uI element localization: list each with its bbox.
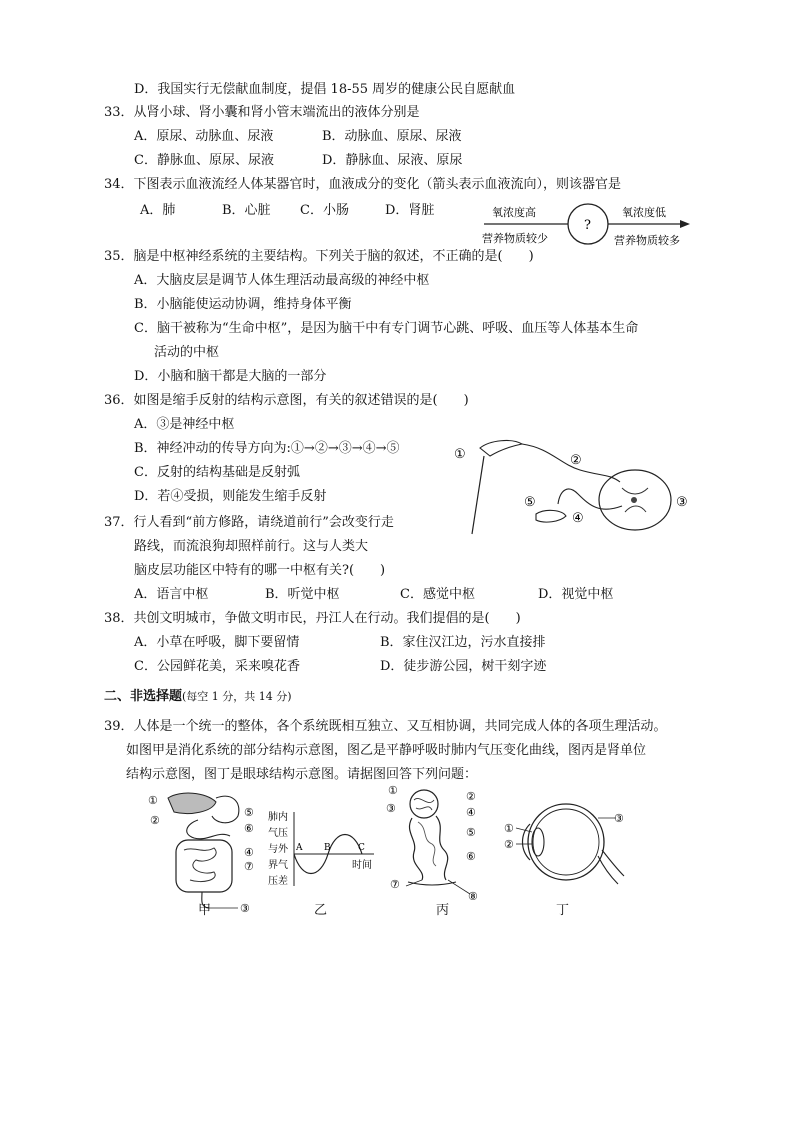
q34-option-d: D．肾脏 (385, 203, 435, 218)
q34-option-a: A．肺 (140, 203, 176, 218)
q33-stem: 33．从肾小球、肾小囊和肾小管末端流出的液体分别是 (104, 105, 420, 120)
fig-yi-point-c: C (358, 843, 365, 853)
fig-jia-label-6: ⑥ (244, 822, 254, 835)
q37-stem-line3: 脑皮层功能区中特有的哪一中枢有关?( ) (134, 563, 386, 578)
q38-option-a: A．小草在呼吸，脚下要留情 (134, 635, 300, 650)
fig-bing-label-1: ① (388, 784, 398, 797)
q35-option-c-line2: 活动的中枢 (154, 345, 220, 360)
fig-jia-label-4: ④ (244, 846, 254, 859)
fig-yi-pressure-curve (262, 806, 382, 896)
q35-option-b: B．小脑能使运动协调，维持身体平衡 (134, 297, 352, 312)
q37-option-d: D．视觉中枢 (538, 587, 614, 602)
q34-fig-right-bottom: 营养物质较多 (614, 234, 680, 247)
section2-note: (每空 1 分，共 14 分) (182, 690, 292, 703)
fig-yi-ylabel-1: 肺内 (268, 812, 288, 823)
fig-bing-label-7: ⑦ (390, 878, 400, 891)
q33-option-c: C．静脉血、原尿、尿液 (134, 153, 274, 168)
q34-fig-right-top: 氧浓度低 (622, 206, 666, 219)
q34-fig-left-top: 氧浓度高 (492, 206, 536, 219)
section2-heading (104, 688, 292, 706)
q35-option-c-line1: C．脑干被称为“生命中枢”，是因为脑干中有专门调节心跳、呼吸、血压等人体基本生命 (134, 321, 639, 336)
q34-figure (476, 196, 696, 252)
fig-bing-label-2: ② (466, 790, 476, 803)
fig-bing-label-5: ⑤ (466, 826, 476, 839)
q39-stem-line1: 39．人体是一个统一的整体，各个系统既相互独立、又互相协调，共同完成人体的各项生理活动。 (104, 719, 667, 734)
q34-option-c: C．小肠 (300, 203, 349, 218)
q36-fig-label-2: ② (570, 453, 582, 468)
q33-option-b: B．动脉血、原尿、尿液 (322, 129, 462, 144)
fig-yi-xlabel: 时间 (352, 860, 372, 871)
q36-fig-label-5: ⑤ (524, 495, 536, 510)
fig-jia-caption: 甲 (198, 903, 212, 918)
q38-option-c: C．公园鲜花美，采来嗅花香 (134, 659, 300, 674)
q34-fig-center: ? (584, 218, 591, 233)
q34-fig-left-bottom: 营养物质较少 (482, 232, 548, 245)
fig-ding-caption: 丁 (556, 903, 570, 918)
q37-option-c: C．感觉中枢 (400, 587, 475, 602)
q36-fig-label-1: ① (454, 447, 466, 462)
q35-option-d: D．小脑和脑干都是大脑的一部分 (134, 369, 327, 384)
q38-option-d: D．徒步游公园，树干刻字迹 (380, 659, 547, 674)
q36-stem: 36．如图是缩手反射的结构示意图，有关的叙述错误的是( ) (104, 393, 469, 408)
fig-yi-ylabel-2: 气压 (268, 828, 288, 839)
fig-yi-ylabel-3: 与外 (268, 844, 288, 855)
q37-option-b: B．听觉中枢 (265, 587, 340, 602)
q39-stem-line2: 如图甲是消化系统的部分结构示意图，图乙是平静呼吸时肺内气压变化曲线，图丙是肾单位 (126, 743, 647, 758)
fig-ding-label-2: ② (504, 838, 514, 851)
q35-stem: 35．脑是中枢神经系统的主要结构。下列关于脑的叙述，不正确的是( ) (104, 249, 534, 264)
q37-stem-line2: 路线，而流浪狗却照样前行。这与人类大 (134, 539, 369, 554)
q36-reflex-arc-figure (450, 434, 700, 540)
fig-bing-caption: 丙 (436, 903, 450, 918)
fig-bing-label-3: ③ (386, 802, 396, 815)
fig-bing-label-4: ④ (466, 806, 476, 819)
q36-option-b: B．神经冲动的传导方向为:①→②→③→④→⑤ (134, 441, 400, 456)
fig-jia-label-5: ⑤ (244, 806, 254, 819)
fig-ding-label-3: ③ (614, 812, 624, 825)
fig-jia-digestive-system (146, 790, 262, 920)
q35-option-a: A．大脑皮层是调节人体生理活动最高级的神经中枢 (134, 273, 430, 288)
q34-option-b: B．心脏 (222, 203, 271, 218)
fig-yi-point-a: A (296, 843, 303, 853)
q36-fig-label-3: ③ (676, 495, 688, 510)
fig-jia-label-3: ③ (240, 902, 250, 915)
fig-ding-label-1: ① (504, 822, 514, 835)
q37-option-a: A．语言中枢 (134, 587, 209, 602)
fig-bing-label-6: ⑥ (466, 850, 476, 863)
q32-option-d: D．我国实行无偿献血制度，提倡 18-55 周岁的健康公民自愿献血 (134, 82, 516, 97)
q36-option-d: D．若④受损，则能发生缩手反射 (134, 489, 327, 504)
q33-option-d: D．静脉血、尿液、原尿 (322, 153, 463, 168)
fig-yi-ylabel-4: 界气 (268, 860, 288, 871)
q38-option-b: B．家住汉江边，污水直接排 (380, 635, 546, 650)
fig-jia-label-2: ② (150, 814, 160, 827)
fig-ding-eyeball (500, 796, 630, 896)
q39-stem-line3: 结构示意图，图丁是眼球结构示意图。请据图回答下列问题： (126, 767, 478, 782)
q36-fig-label-4: ④ (572, 511, 584, 526)
q34-stem: 34．下图表示血液流经人体某器官时，血液成分的变化（箭头表示血液流向），则该器官是 (104, 177, 622, 192)
fig-jia-label-7: ⑦ (244, 860, 254, 873)
fig-yi-caption: 乙 (314, 903, 328, 918)
q37-stem-line1: 37．行人看到“前方修路，请绕道前行”会改变行走 (104, 515, 394, 530)
fig-bing-label-8: ⑧ (468, 890, 478, 900)
fig-bing-nephron (384, 782, 494, 900)
fig-yi-ylabel-5: 压差 (268, 876, 288, 887)
fig-jia-label-1: ① (148, 794, 158, 807)
section2-title: 二、非选择题 (104, 689, 183, 704)
q36-option-c: C．反射的结构基础是反射弧 (134, 465, 300, 480)
fig-yi-point-b: B (324, 843, 331, 853)
q33-option-a: A．原尿、动脉血、尿液 (134, 129, 274, 144)
q38-stem: 38．共创文明城市，争做文明市民，丹江人在行动。我们提倡的是( ) (104, 611, 521, 626)
q36-option-a: A．③是神经中枢 (134, 417, 235, 432)
